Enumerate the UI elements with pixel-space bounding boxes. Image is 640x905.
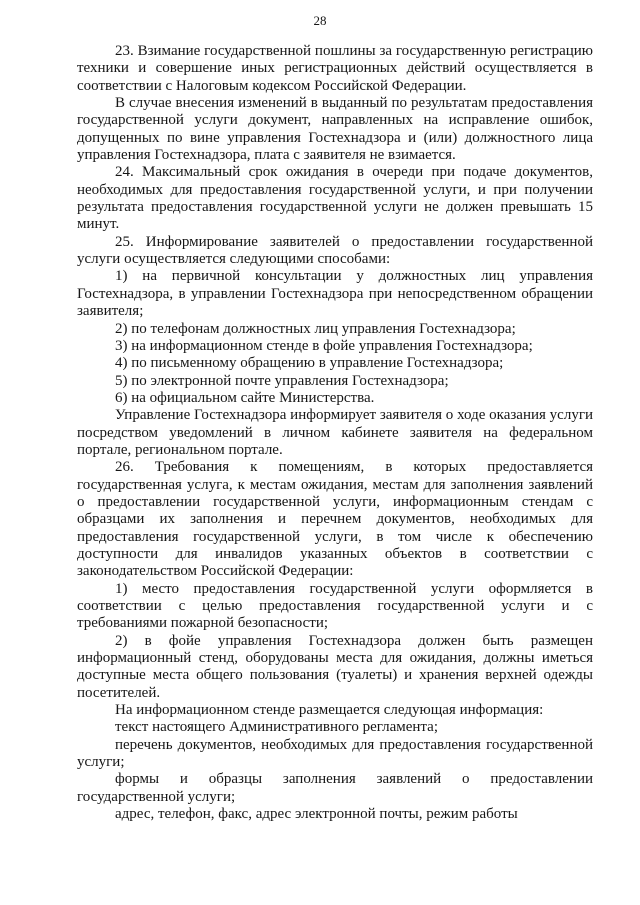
paragraph: 26. Требования к помещениям, в которых предоставляется государственная услуга, к местам ожидания, местам для заполнения заявлений о предоставлении государственной услуги, информационным стендам с образцами их заполнения и перечнем документов, необходимых для предоставления государственной услуги, в том числе к обеспечению доступности для инвалидов указанных объектов в соответствии с законодательством Российской Федерации: <box>77 459 593 580</box>
page-number: 28 <box>313 13 327 28</box>
paragraph: 2) по телефонам должностных лиц управления Гостехнадзора; <box>115 320 516 337</box>
paragraph: 25. Информирование заявителей о предоставлении государственной услуги осуществляется следующими способами: <box>77 233 593 268</box>
paragraph: В случае внесения изменений в выданный по результатам предоставления государственной услуги документ, направленных на исправление ошибок, допущенных по вине управления Гостехнадзора и (или) должностного лица управления Гостехнадзора, плата с заявителя не взимается. <box>77 95 593 164</box>
paragraph: На информационном стенде размещается следующая информация: <box>115 702 544 719</box>
paragraph: адрес, телефон, факс, адрес электронной почты, режим работы <box>115 806 518 823</box>
paragraph: 6) на официальном сайте Министерства. <box>115 389 375 406</box>
paragraph: 4) по письменному обращению в управление Гостехнадзора; <box>115 355 504 372</box>
paragraph: 23. Взимание государственной пошлины за государственную регистрацию техники и совершение иных регистрационных действий осуществляется в соответствии с Налоговым кодексом Российской Федерации. <box>77 43 593 94</box>
document-body <box>77 43 593 823</box>
paragraph: 3) на информационном стенде в фойе управления Гостехнадзора; <box>115 337 533 354</box>
paragraph: Управление Гостехнадзора информирует заявителя о ходе оказания услуги посредством уведомлений в личном кабинете заявителя на федеральном портале, региональном портале. <box>77 407 593 458</box>
paragraph: 2) в фойе управления Гостехнадзора должен быть размещен информационный стенд, оборудованы места для ожидания, должны иметься доступные места общего пользования (туалеты) и хранения верхней одежды посетителей. <box>77 632 593 701</box>
paragraph: перечень документов, необходимых для предоставления государственной услуги; <box>77 736 593 771</box>
paragraph: 5) по электронной почте управления Гостехнадзора; <box>115 372 449 389</box>
paragraph: 24. Максимальный срок ожидания в очереди при подаче документов, необходимых для предоставления государственной услуги, и при получении результата предоставления государственной услуги не должен превышать 15 минут. <box>77 164 593 233</box>
paragraph: 1) на первичной консультации у должностных лиц управления Гостехнадзора, в управлении Гостехнадзора при непосредственном обращении заявителя; <box>77 268 593 320</box>
paragraph: формы и образцы заполнения заявлений о предоставлении государственной услуги; <box>77 771 593 805</box>
paragraph: текст настоящего Административного регламента; <box>115 719 438 736</box>
paragraph: 1) место предоставления государственной услуги оформляется в соответствии с целью предоставления государственной услуги и с требованиями пожарной безопасности; <box>77 580 593 632</box>
